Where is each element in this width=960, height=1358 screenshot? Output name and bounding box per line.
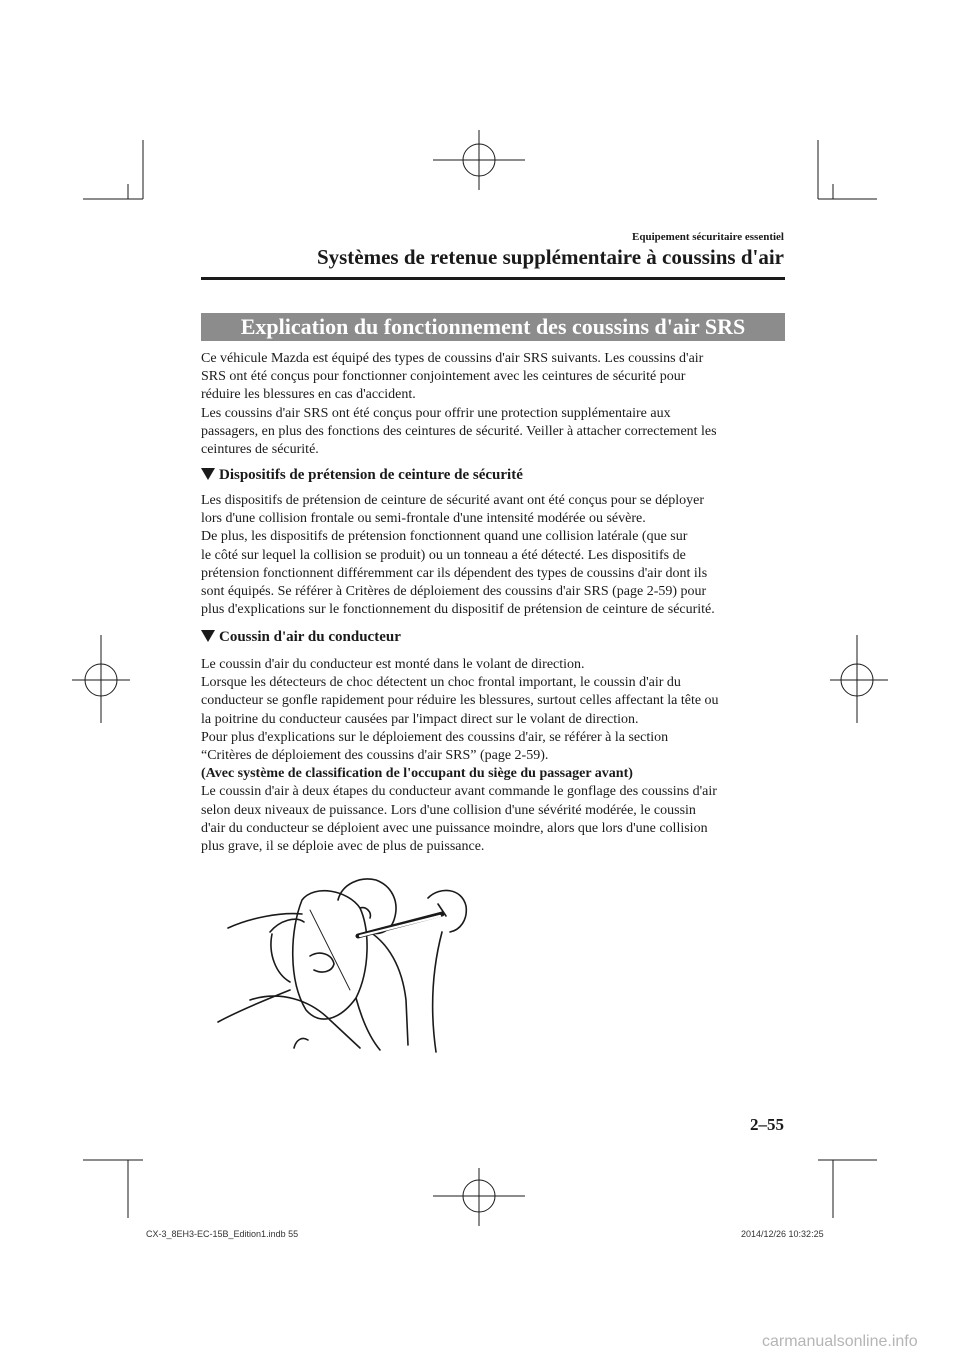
text-line: Le coussin d'air du conducteur est monté dans le volant de direction.	[201, 657, 585, 672]
text-line: d'air du conducteur se déploient avec une puissance moindre, alors que lors d'une collision	[201, 820, 708, 836]
section-heading-driver-airbag	[201, 628, 401, 646]
text-line: SRS ont été conçus pour fonctionner conjointement avec les ceintures de sécurité pour	[201, 369, 686, 385]
text-line: la poitrine du conducteur causées par l'impact direct sur le volant de direction.	[201, 711, 639, 727]
section-label: Equipement sécuritaire essentiel	[632, 231, 784, 243]
driver-hand	[310, 953, 334, 972]
dashboard-line	[228, 914, 302, 928]
text-line: De plus, les dispositifs de prétension fonctionnent quand une collision latérale (que sur	[201, 529, 688, 545]
driver-airbag-illustration	[210, 870, 480, 1055]
footer-timestamp: 2014/12/26 10:32:25	[741, 1229, 824, 1239]
driver-legs	[250, 996, 360, 1048]
text-line: plus d'explications sur le fonctionnement du dispositif de prétension de ceinture de sécurité.	[201, 602, 715, 618]
text-line: Lorsque les détecteurs de choc détectent un choc frontal important, le coussin d'air du	[201, 675, 681, 691]
seat-back	[433, 932, 442, 1052]
text-line: prétension fonctionnent différemment car ils dépendent des types de coussins d'air dont ils	[201, 565, 708, 581]
text-line: plus grave, il se déploie avec de plus de puissance.	[201, 839, 485, 855]
heading-text: Dispositifs de prétension de ceinture de sécurité	[219, 467, 523, 483]
text-line: Ce véhicule Mazda est équipé des types de coussins d'air SRS suivants. Les coussins d'air	[201, 351, 704, 366]
text-line: sont équipés. Se référer à Critères de déploiement des coussins d'air SRS (page 2-59) pour	[201, 584, 707, 600]
text-line: ceintures de sécurité.	[201, 442, 319, 458]
driver-torso	[370, 932, 408, 1045]
text-line: conducteur se gonfle rapidement pour réduire les blessures, surtout celles affectant la tête ou	[201, 693, 719, 709]
page-title: Systèmes de retenue supplémentaire à coussins d'air	[316, 245, 784, 269]
text-line: Pour plus d'explications sur le déploiement des coussins d'air, se référer à la section	[201, 729, 669, 745]
triangle-bullet-icon	[201, 468, 215, 480]
driver-arm	[356, 998, 380, 1050]
steering-wheel	[270, 919, 304, 932]
text-line: selon deux niveaux de puissance. Lors d'une collision d'une sévérité modérée, le coussin	[201, 802, 696, 818]
headrest	[428, 890, 466, 932]
watermark: carmanualsonline.info	[762, 1333, 918, 1350]
page-number: 2–55	[750, 1115, 784, 1134]
section-banner: Explication du fonctionnement des coussins d'air SRS	[201, 313, 785, 341]
intro-paragraph	[201, 350, 791, 459]
seat-belt-inner	[360, 916, 440, 936]
text-line: réduire les blessures en cas d'accident.	[201, 387, 416, 403]
text-line: Le coussin d'air à deux étapes du conducteur avant commande le gonflage des coussins d'air	[201, 784, 717, 800]
seat-edge	[294, 1038, 308, 1048]
triangle-bullet-icon	[201, 630, 215, 642]
steering-wheel	[271, 934, 290, 982]
text-line: le côté sur lequel la collision se produit) ou un tonneau a été détecté. Les dispositifs de	[201, 547, 686, 563]
pretensioner-paragraph	[201, 492, 791, 619]
occupant-classification-note: (Avec système de classification de l'occupant du siège du passager avant)	[201, 766, 633, 782]
text-line: “Critères de déploiement des coussins d'air SRS” (page 2-59).	[201, 748, 549, 764]
section-heading-pretensioner	[201, 466, 523, 484]
driver-head	[338, 879, 396, 934]
text-line: passagers, en plus des fonctions des ceintures de sécurité. Veiller à attacher correctement les	[201, 423, 717, 439]
text-line: Les coussins d'air SRS ont été conçus pour offrir une protection supplémentaire aux	[201, 405, 671, 421]
footer-file: CX-3_8EH3-EC-15B_Edition1.indb 55	[146, 1229, 299, 1239]
dashboard-line	[218, 990, 290, 1022]
text-line: Les dispositifs de prétension de ceinture de sécurité avant ont été conçus pour se déployer	[201, 493, 705, 508]
header-rule	[201, 277, 785, 280]
airbag-crease	[310, 910, 350, 990]
driver-airbag-paragraph	[201, 656, 791, 856]
heading-text: Coussin d'air du conducteur	[219, 629, 401, 645]
text-line: lors d'une collision frontale ou semi-frontale d'une intensité modérée ou sévère.	[201, 511, 646, 527]
